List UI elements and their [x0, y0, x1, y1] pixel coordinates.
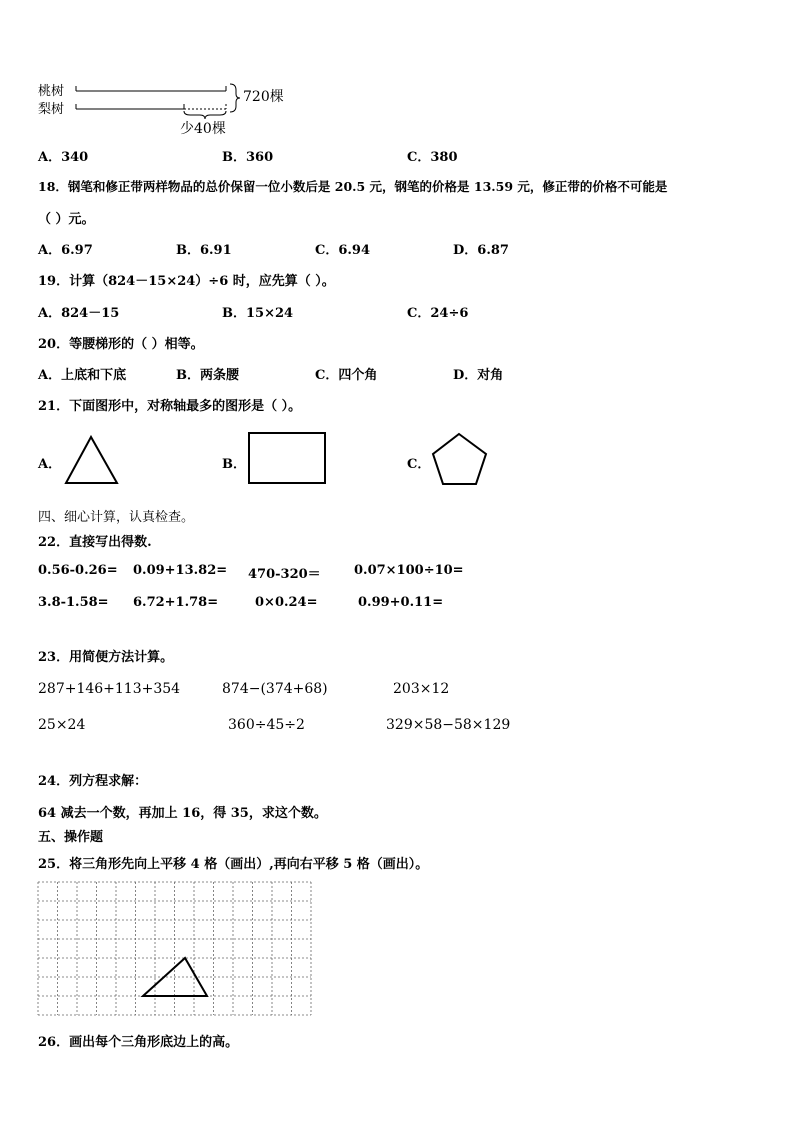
q19-text: 19．计算（824－15×24）÷6 时，应先算（ ）。 [38, 274, 335, 289]
q21-option-b[interactable]: B． [222, 457, 246, 472]
total-label: 720棵 [243, 89, 284, 105]
q18-text-line1: 18．钢笔和修正带两样物品的总价保留一位小数后是 20.5 元，钢笔的价格是 13.59 元，修正带的价格不可能是 [38, 179, 668, 194]
section5-title: 五、操作题 [38, 830, 104, 845]
q25-text: 25．将三角形先向上平移 4 格（画出）,再向右平移 5 格（画出）。 [38, 857, 429, 872]
q23-expr: 203×12 [393, 681, 450, 697]
q20-option-a[interactable]: A．上底和下底 [38, 368, 127, 383]
q23-text: 23．用简便方法计算。 [38, 650, 174, 665]
q22-item: 0.99+0.11= [358, 595, 444, 610]
q22-item: 0.07×100÷10= [354, 563, 464, 578]
q22-item: 6.72+1.78= [133, 595, 219, 610]
q17-option-a[interactable]: A．340 [38, 150, 89, 165]
q22-item: 3.8-1.58= [38, 595, 109, 610]
q26-text: 26．画出每个三角形底边上的高。 [38, 1035, 239, 1050]
q22-item: 0.09+13.82= [133, 563, 228, 578]
pear-tree-label: 梨树 [38, 102, 65, 117]
q19-option-a[interactable]: A．824－15 [38, 306, 120, 321]
section4-title: 四、细心计算，认真检查。 [38, 510, 195, 525]
q20-text: 20．等腰梯形的（ ）相等。 [38, 337, 204, 352]
q19-option-b[interactable]: B．15×24 [222, 306, 294, 321]
q17-option-c[interactable]: C．380 [407, 150, 458, 165]
q21-option-c[interactable]: C． [407, 457, 431, 472]
q20-option-c[interactable]: C．四个角 [315, 368, 378, 383]
q23-expr: 329×58−58×129 [386, 717, 511, 733]
peach-tree-label: 桃树 [38, 84, 65, 99]
q18-option-c[interactable]: C．6.94 [315, 243, 371, 258]
q22-item: 470-320＝ [248, 567, 321, 582]
q22-item: 0×0.24= [255, 595, 318, 610]
q18-option-a[interactable]: A．6.97 [38, 243, 93, 258]
q23-expr: 287+146+113+354 [38, 681, 181, 697]
q19-option-c[interactable]: C．24÷6 [407, 306, 469, 321]
q17-option-b[interactable]: B．360 [222, 150, 274, 165]
q23-expr: 25×24 [38, 717, 86, 733]
q21-text: 21．下面图形中，对称轴最多的图形是（ ）。 [38, 399, 302, 414]
q22-text: 22．直接写出得数. [38, 535, 152, 550]
q24-text: 24．列方程求解： [38, 774, 148, 789]
q24-body: 64 减去一个数，再加上 16，得 35，求这个数。 [38, 806, 327, 821]
q23-expr: 360÷45÷2 [228, 717, 305, 733]
q21-option-a[interactable]: A． [38, 457, 62, 472]
q23-expr: 874−(374+68) [222, 681, 328, 697]
q20-option-d[interactable]: D．对角 [453, 368, 504, 383]
less-label: 少40棵 [180, 121, 226, 137]
q20-option-b[interactable]: B．两条腰 [176, 368, 239, 383]
q22-item: 0.56-0.26= [38, 563, 118, 578]
q18-text-line2: （ ）元。 [38, 212, 95, 227]
q18-option-b[interactable]: B．6.91 [176, 243, 232, 258]
q18-option-d[interactable]: D．6.87 [453, 243, 509, 258]
